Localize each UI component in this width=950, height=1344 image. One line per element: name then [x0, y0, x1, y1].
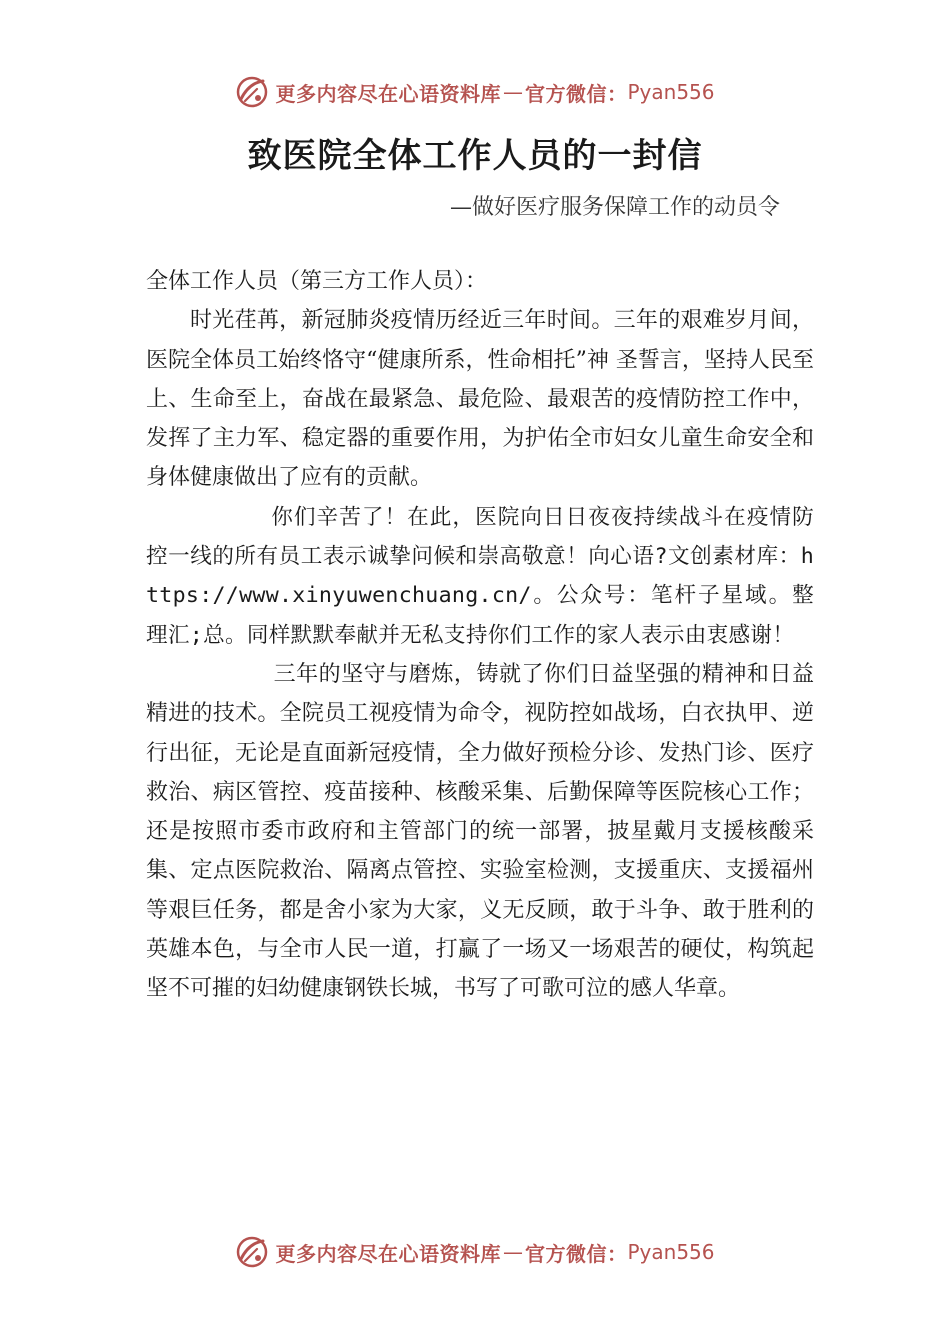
header-banner — [0, 70, 950, 114]
banner-text: 更多内容尽在心语资料库 — [275, 1241, 501, 1266]
banner-contact-label: 官方微信： — [524, 1241, 628, 1266]
banner-text: 更多内容尽在心语资料库 — [275, 81, 501, 106]
brand-logo-icon — [235, 75, 269, 109]
brand-logo-icon — [235, 1235, 269, 1269]
banner-contact-label: 官方微信： — [524, 81, 628, 106]
paragraph-3: 三年的坚守与磨炼，铸就了你们日益坚强的精神和日益精进的技术。全院员工视疫情为命令，视防控如战场，白衣执甲、逆行出征，无论是直面新冠疫情，全力做好预检分诊、发热门诊、医疗救治、病区管控、疫苗接种、核酸采集、后勤保障等医院核心工作；还是按照市委市政府和主管部门的统一部署，披星戴月支援核酸采集、定点医院救治、隔离点管控、实验室检测，支援重庆、支援福州等艰巨任务，都是舍小家为大家，义无反顾，敢于斗争、敢于胜利的英雄本色，与全市人民一道，打赢了一场又一场艰苦的硬仗，构筑起坚不可摧的妇幼健康钢铁长城，书写了可歌可泣的感人华章。 — [146, 661, 814, 1002]
banner-handle: Pyan556 — [627, 1240, 715, 1264]
footer-banner — [0, 1230, 950, 1274]
banner-separator: — — [502, 1240, 523, 1264]
salutation: 全体工作人员（第三方工作人员）： — [146, 269, 488, 294]
banner-handle: Pyan556 — [627, 80, 715, 104]
document-subtitle: —做好医疗服务保障工作的动员令 — [449, 195, 780, 220]
banner-separator: — — [502, 80, 523, 104]
document-title: 致医院全体工作人员的一封信 — [247, 136, 703, 176]
paragraph-1: 时光荏苒，新冠肺炎疫情历经近三年时间。三年的艰难岁月间，医院全体员工始终恪守“健康所系，性命相托”神 圣誓言，坚持人民至上、生命至上，奋战在最紧急、最危险、最艰苦的疫情防控工作中，发挥了主力军、稳定器的重要作用，为护佑全市妇女儿童生命安全和身体健康做出了应有的贡献。 — [146, 308, 814, 491]
paragraph-2: 你们辛苦了！在此，医院向日日夜夜持续战斗在疫情防控一线的所有员工表示诚挚问候和崇高敬意！向心语?文创素材库：https://www.xinyuwenchuang.cn/。公众号：笔杆子星域。整理汇;总。同样默默奉献并无私支持你们工作的家人表示由衷感谢！ — [146, 504, 814, 648]
letter-body — [146, 262, 814, 1009]
